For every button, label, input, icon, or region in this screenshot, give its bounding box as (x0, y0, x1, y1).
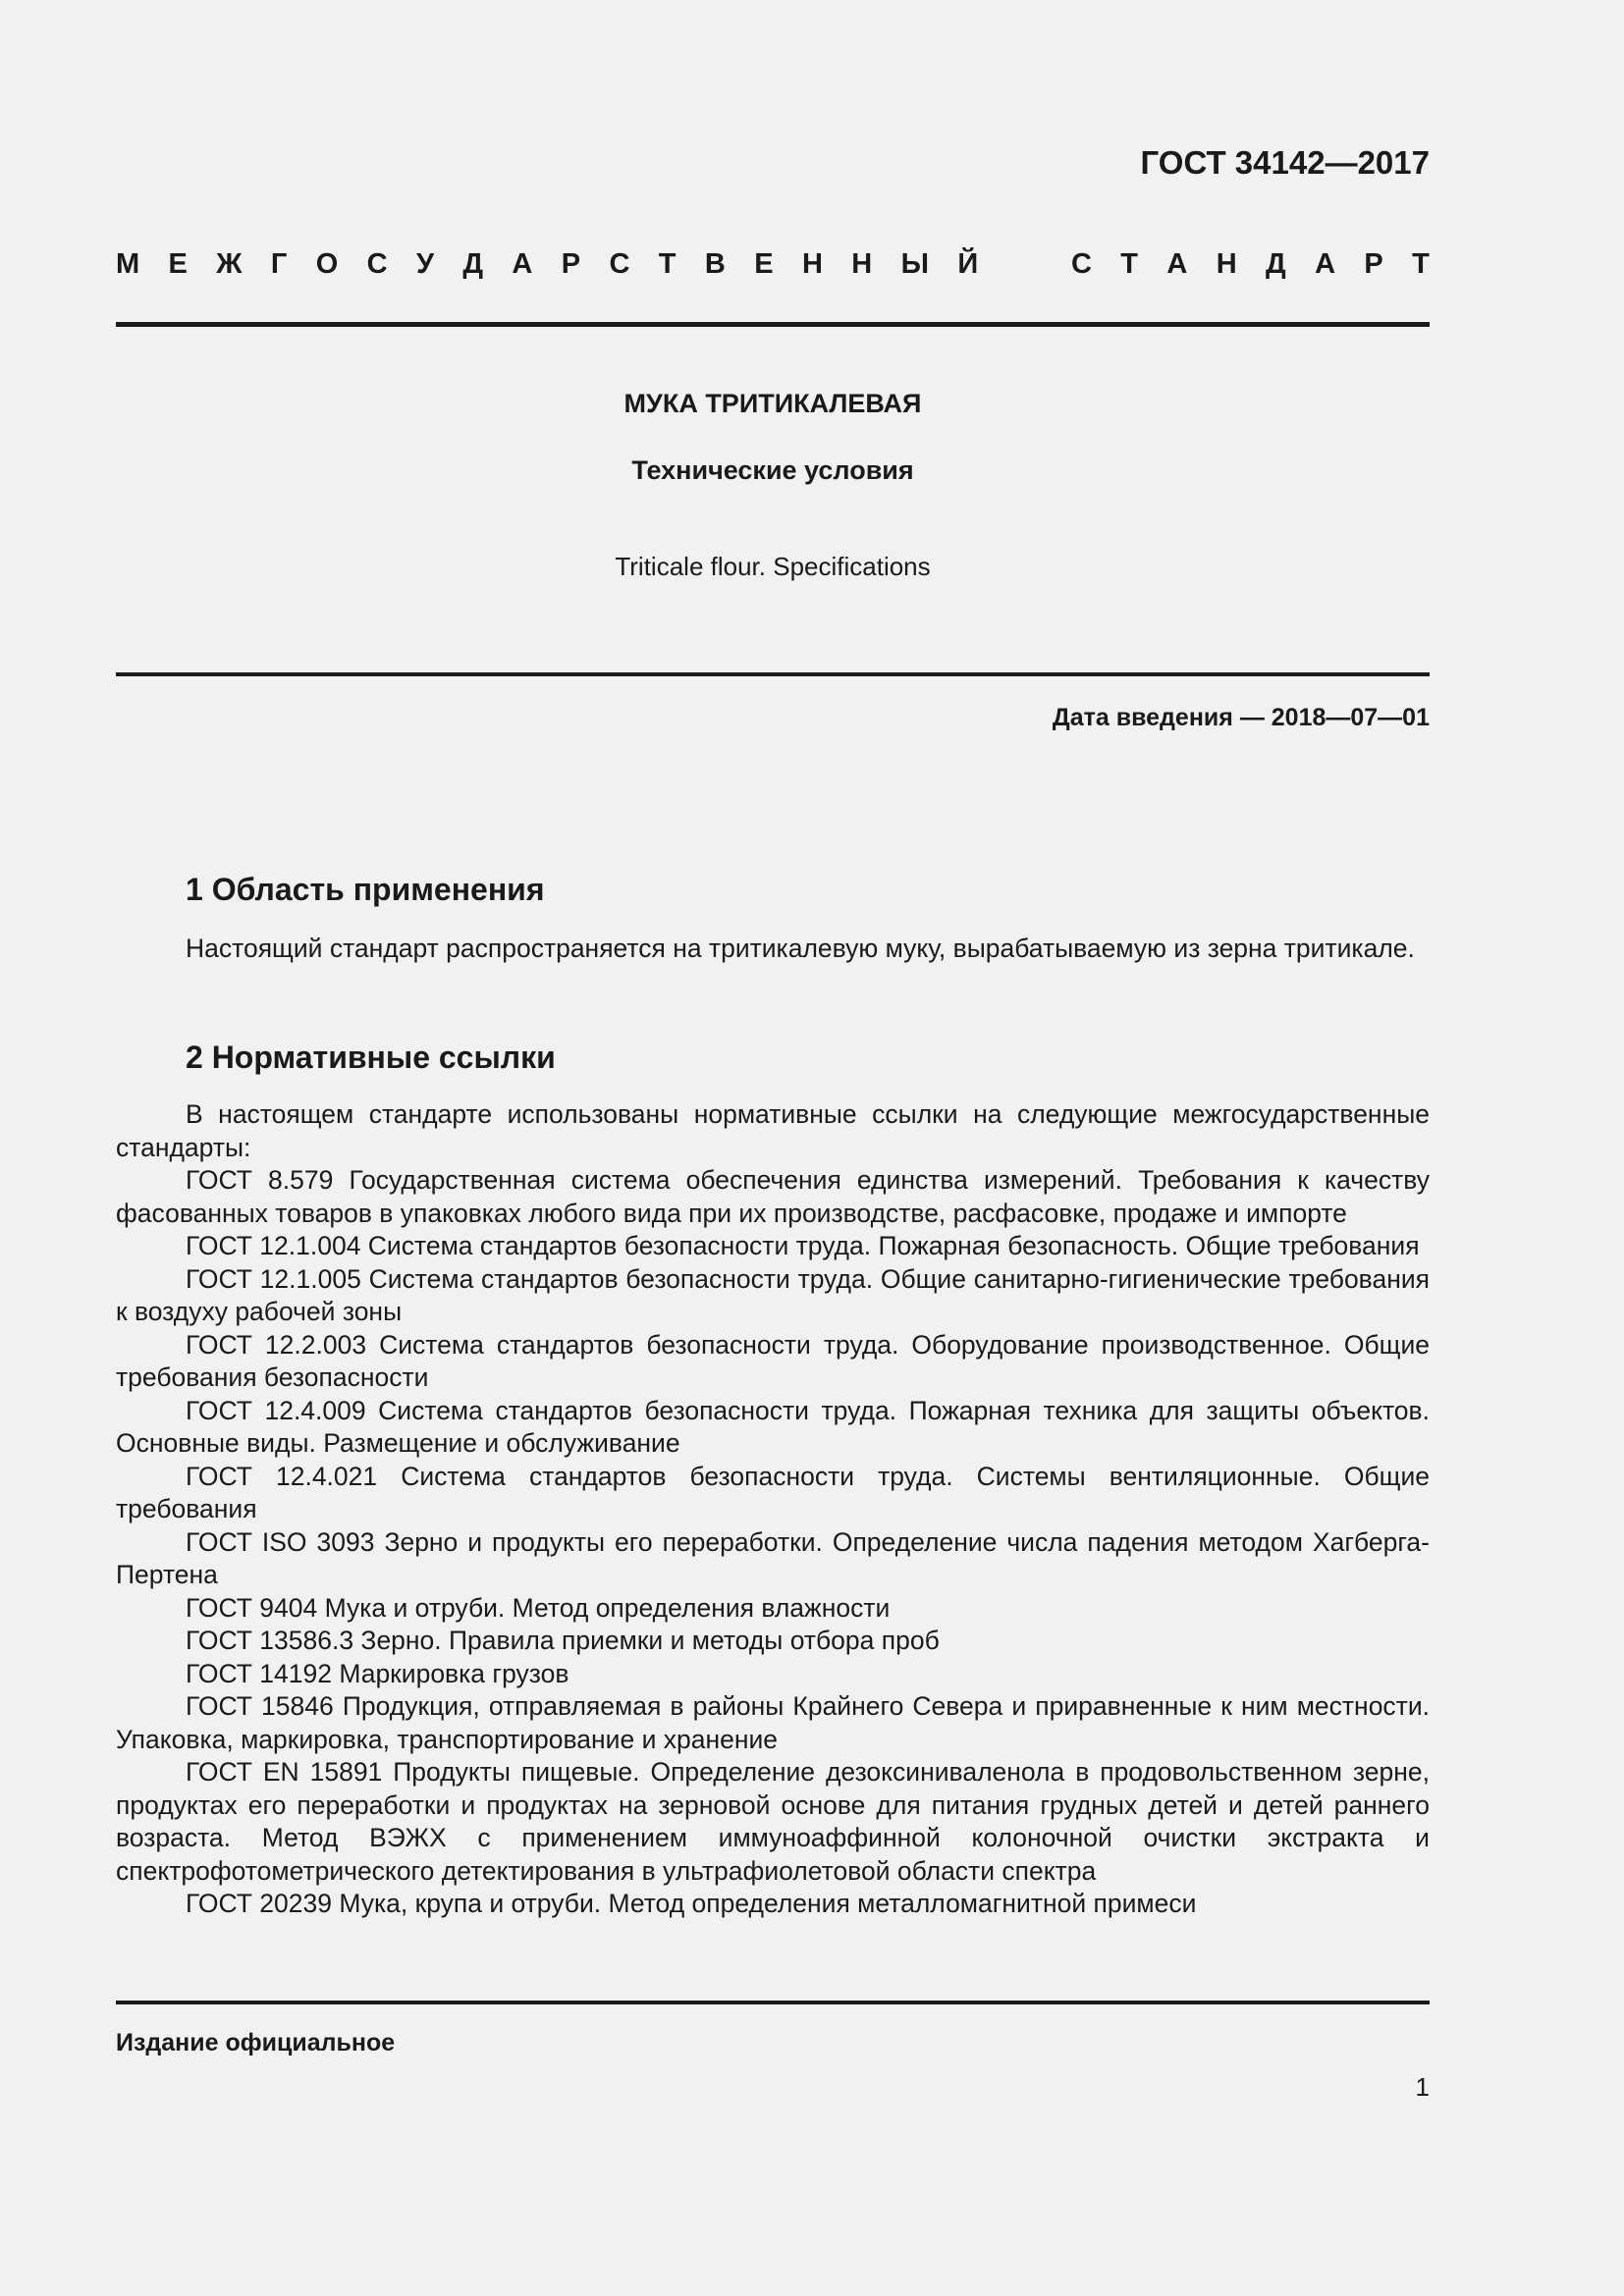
interstate-standard-banner (116, 248, 1430, 281)
official-edition-label: Издание официальное (116, 2029, 396, 2056)
banner-letter: Р (561, 248, 581, 280)
section-1-heading: 1 Область применения (186, 872, 545, 907)
normative-reference: ГОСТ 15846 Продукция, отправляемая в районы Крайнего Севера и приравненные к ним местности. Упаковка, маркировка, транспортирование и хранение (116, 1691, 1430, 1754)
normative-reference: ГОСТ 12.4.021 Система стандартов безопасности труда. Системы вентиляционные. Общие требования (116, 1461, 1430, 1523)
banner-letter: С (366, 248, 388, 280)
banner-letter: В (704, 248, 726, 280)
normative-reference: ГОСТ EN 15891 Продукты пищевые. Определение дезоксиниваленола в продовольственном зерне, продуктах его переработки и продуктах на зерновой основе для питания грудных детей и детей раннего возраста. Метод ВЭЖХ с применением иммуноаффинной колоночной очистки экстракта и спектрофотометрического детектирования в ультрафиолетовой области спектра (116, 1757, 1430, 1886)
banner-letter: Н (1216, 248, 1237, 280)
banner-letter: Ы (900, 248, 929, 280)
banner-letter: М (116, 248, 140, 280)
normative-reference: ГОСТ 12.2.003 Система стандартов безопасности труда. Оборудование производственное. Общие требования безопасности (116, 1329, 1430, 1392)
banner-letter: А (512, 248, 533, 280)
banner-letter: А (1166, 248, 1188, 280)
section-2-intro: В настоящем стандарте использованы нормативные ссылки на следующие межгосударственные стандарты: (116, 1099, 1430, 1162)
banner-letter: А (1315, 248, 1336, 280)
banner-letter: Н (851, 248, 873, 280)
section-1-body (116, 933, 1430, 966)
banner-letter: Т (658, 248, 677, 280)
section-1-paragraph: Настоящий стандарт распространяется на тритикалевую муку, вырабатываемую из зерна тритикале. (186, 934, 1415, 963)
normative-reference: ГОСТ 13586.3 Зерно. Правила приемки и методы отбора проб (186, 1626, 940, 1655)
footer-divider (116, 2001, 1430, 2004)
normative-reference: ГОСТ 14192 Маркировка грузов (186, 1658, 569, 1688)
normative-reference: ГОСТ 12.1.004 Система стандартов безопасности труда. Пожарная безопасность. Общие требования (186, 1231, 1420, 1260)
header-divider (116, 322, 1430, 327)
banner-letter: Д (1266, 248, 1286, 280)
document-code: ГОСТ 34142—2017 (1140, 144, 1430, 181)
page-number: 1 (1415, 2072, 1430, 2102)
title-divider (116, 672, 1430, 676)
banner-letter: У (415, 248, 434, 280)
banner-letter: Е (168, 248, 188, 280)
document-title-english: Triticale flour. Specifications (615, 552, 931, 581)
banner-letter: С (609, 248, 630, 280)
banner-letter: О (315, 248, 339, 280)
normative-reference: ГОСТ 8.579 Государственная система обеспечения единства измерений. Требования к качеству фасованных товаров в упаковках любого вида при их производстве, расфасовке, продаже и импорте (116, 1165, 1430, 1228)
normative-reference: ГОСТ 9404 Мука и отруби. Метод определения влажности (186, 1592, 891, 1623)
banner-letter: Р (1364, 248, 1383, 280)
section-2-heading: 2 Нормативные ссылки (186, 1040, 556, 1075)
normative-reference: ГОСТ 20239 Мука, крупа и отруби. Метод определения металломагнитной примеси (186, 1889, 1197, 1918)
banner-letter: Н (801, 248, 823, 280)
banner-letter: Т (1412, 248, 1430, 280)
banner-letter: Ж (216, 248, 243, 280)
introduction-date: Дата введения — 2018—07—01 (1052, 704, 1430, 731)
banner-letter: Г (270, 248, 288, 280)
banner-letter: Д (462, 248, 484, 280)
banner-letter: Й (957, 248, 979, 280)
section-2-body (116, 1098, 1430, 1921)
banner-letter: Т (1120, 248, 1139, 280)
document-title: МУКА ТРИТИКАЛЕВАЯ (623, 389, 922, 418)
normative-reference: ГОСТ 12.1.005 Система стандартов безопасности труда. Общие санитарно-гигиенические требования к воздуху рабочей зоны (116, 1263, 1430, 1326)
banner-letter: С (1070, 248, 1092, 280)
banner-letter: Е (754, 248, 774, 280)
document-subtitle: Технические условия (631, 455, 914, 485)
normative-reference: ГОСТ ISO 3093 Зерно и продукты его переработки. Определение числа падения методом Хагберга-Пертена (116, 1526, 1430, 1589)
normative-reference: ГОСТ 12.4.009 Система стандартов безопасности труда. Пожарная техника для защиты объектов. Основные виды. Размещение и обслуживание (116, 1395, 1430, 1458)
banner-word-gap (1007, 248, 1043, 281)
